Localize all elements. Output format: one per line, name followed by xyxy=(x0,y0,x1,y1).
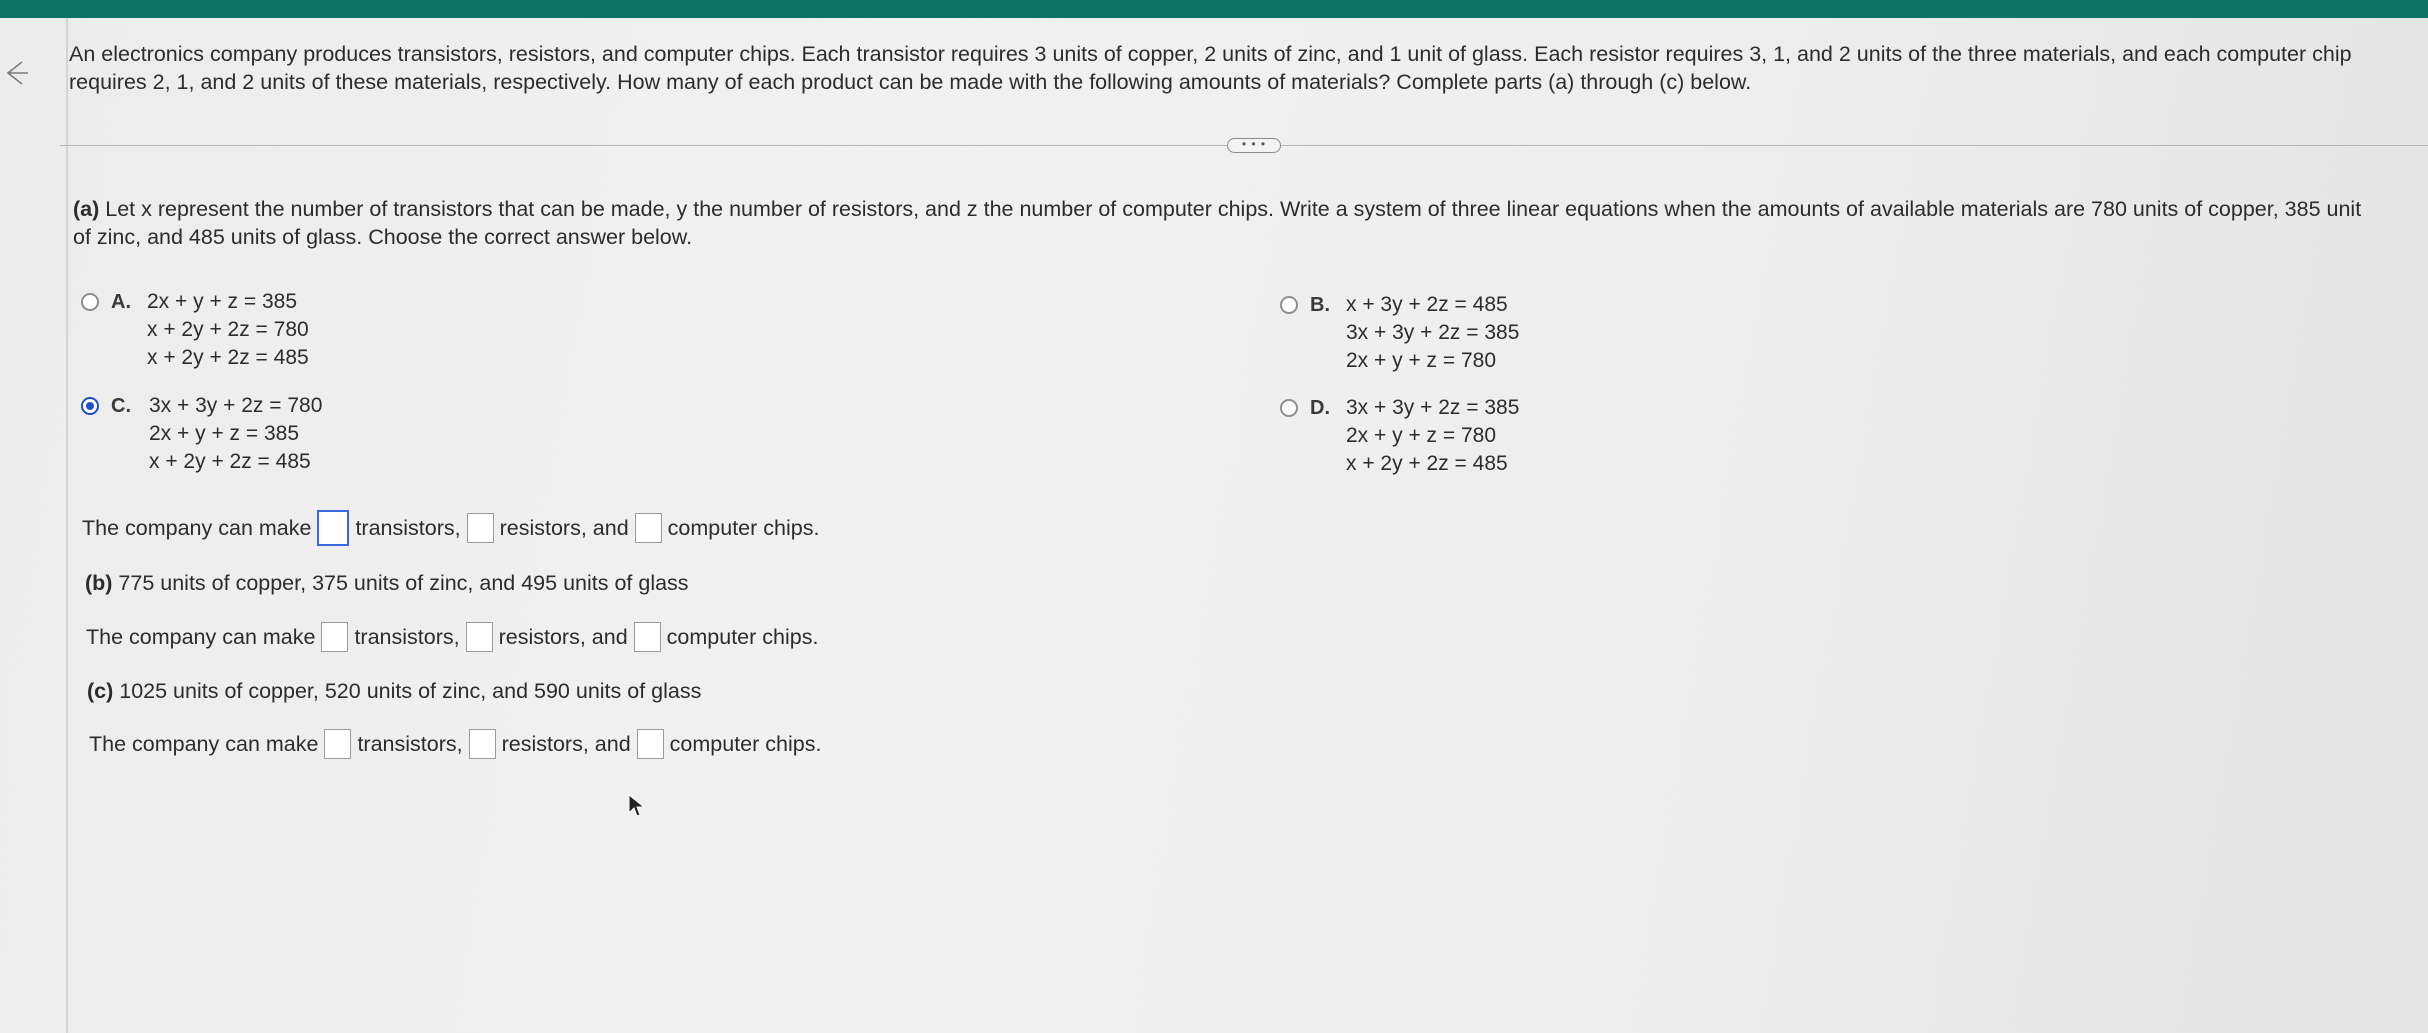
answer-after-first: transistors, xyxy=(357,732,463,756)
radio-d[interactable] xyxy=(1280,399,1298,417)
answer-prefix: The company can make xyxy=(89,732,319,756)
choice-d-eq-1: 3x + 3y + 2z = 385 xyxy=(1346,396,1520,419)
answer-after-first: transistors, xyxy=(354,625,460,649)
intro-line-2: requires 2, 1, and 2 units of these materials, respectively. How many of each product can be made with the following amounts of materials? Complete parts (a) through (c) below. xyxy=(69,70,1752,94)
part-a-transistors-input[interactable] xyxy=(317,510,349,546)
answer-after-second: resistors, and xyxy=(499,516,629,540)
answer-prefix: The company can make xyxy=(82,516,312,540)
part-c-label: (c) xyxy=(87,679,114,703)
part-b-chips-input[interactable] xyxy=(634,622,661,652)
part-a-answer xyxy=(82,510,819,546)
part-c-transistors-input[interactable] xyxy=(324,729,351,759)
choice-b-letter: B. xyxy=(1310,294,1330,316)
mouse-pointer-icon xyxy=(627,793,647,821)
part-a-text-1: Let x represent the number of transistors that can be made, y the number of resistors, and z the number of computer chips. Write a system of three linear equations when the amounts of available materials are 780 units of copper, 385 unit xyxy=(99,197,2362,221)
choice-d[interactable] xyxy=(1280,394,1519,478)
back-arrow-icon[interactable] xyxy=(2,58,28,88)
answer-prefix: The company can make xyxy=(86,625,316,649)
choice-a-eq-2: x + 2y + 2z = 780 xyxy=(147,318,309,341)
part-b-transistors-input[interactable] xyxy=(321,622,348,652)
choice-c-eq-2: 2x + y + z = 385 xyxy=(149,422,300,445)
choice-c-letter: C. xyxy=(111,395,131,417)
part-c-question xyxy=(87,677,701,705)
intro-line-1: An electronics company produces transistors, resistors, and computer chips. Each transistor requires 3 units of copper, 2 units of zinc, and 1 unit of glass. Each resistor requires 3, 1, and 2 units of the three materials, and each computer chip xyxy=(69,42,2352,66)
choice-a-eq-3: x + 2y + 2z = 485 xyxy=(147,346,309,369)
answer-after-third: computer chips. xyxy=(666,625,819,649)
top-bar xyxy=(0,0,2428,18)
choice-c-eq-1: 3x + 3y + 2z = 780 xyxy=(149,394,323,417)
part-b-question xyxy=(85,569,689,597)
choice-a-eq-1: 2x + y + z = 385 xyxy=(147,290,298,313)
problem-intro xyxy=(69,40,2428,96)
choice-d-eq-3: x + 2y + 2z = 485 xyxy=(1346,452,1508,475)
choice-a[interactable] xyxy=(81,288,309,372)
choice-c-equations xyxy=(149,392,322,476)
choice-a-letter: A. xyxy=(111,291,131,313)
choice-a-equations xyxy=(147,288,309,372)
part-b-answer xyxy=(86,622,818,652)
choice-c[interactable] xyxy=(81,392,322,476)
radio-a[interactable] xyxy=(81,293,99,311)
part-c-answer xyxy=(89,729,821,759)
left-rail-divider xyxy=(66,18,68,1033)
part-b-resistors-input[interactable] xyxy=(466,622,493,652)
choice-b[interactable] xyxy=(1280,291,1519,375)
choice-d-eq-2: 2x + y + z = 780 xyxy=(1346,424,1497,447)
part-c-resistors-input[interactable] xyxy=(469,729,496,759)
part-c-text: 1025 units of copper, 520 units of zinc, and 590 units of glass xyxy=(113,679,702,703)
answer-after-second: resistors, and xyxy=(498,625,628,649)
choice-b-eq-3: 2x + y + z = 780 xyxy=(1346,349,1497,372)
answer-after-third: computer chips. xyxy=(669,732,822,756)
part-a-question xyxy=(73,195,2361,251)
answer-after-second: resistors, and xyxy=(501,732,631,756)
part-b-text: 775 units of copper, 375 units of zinc, and 495 units of glass xyxy=(112,571,689,595)
choice-b-eq-1: x + 3y + 2z = 485 xyxy=(1346,293,1508,316)
choice-c-eq-3: x + 2y + 2z = 485 xyxy=(149,450,311,473)
choice-b-equations xyxy=(1346,291,1519,375)
radio-c[interactable] xyxy=(81,397,99,415)
part-a-text-2: of zinc, and 485 units of glass. Choose the correct answer below. xyxy=(73,225,693,249)
answer-after-third: computer chips. xyxy=(667,516,820,540)
part-b-label: (b) xyxy=(85,571,113,595)
part-a-chips-input[interactable] xyxy=(635,513,662,543)
choice-d-letter: D. xyxy=(1310,397,1330,419)
part-a-label: (a) xyxy=(73,197,100,221)
choice-b-eq-2: 3x + 3y + 2z = 385 xyxy=(1346,321,1520,344)
choice-d-equations xyxy=(1346,394,1519,478)
expand-more-button[interactable]: • • • xyxy=(1227,138,1281,153)
part-a-resistors-input[interactable] xyxy=(467,513,494,543)
radio-b[interactable] xyxy=(1280,296,1298,314)
answer-after-first: transistors, xyxy=(355,516,461,540)
part-c-chips-input[interactable] xyxy=(637,729,664,759)
